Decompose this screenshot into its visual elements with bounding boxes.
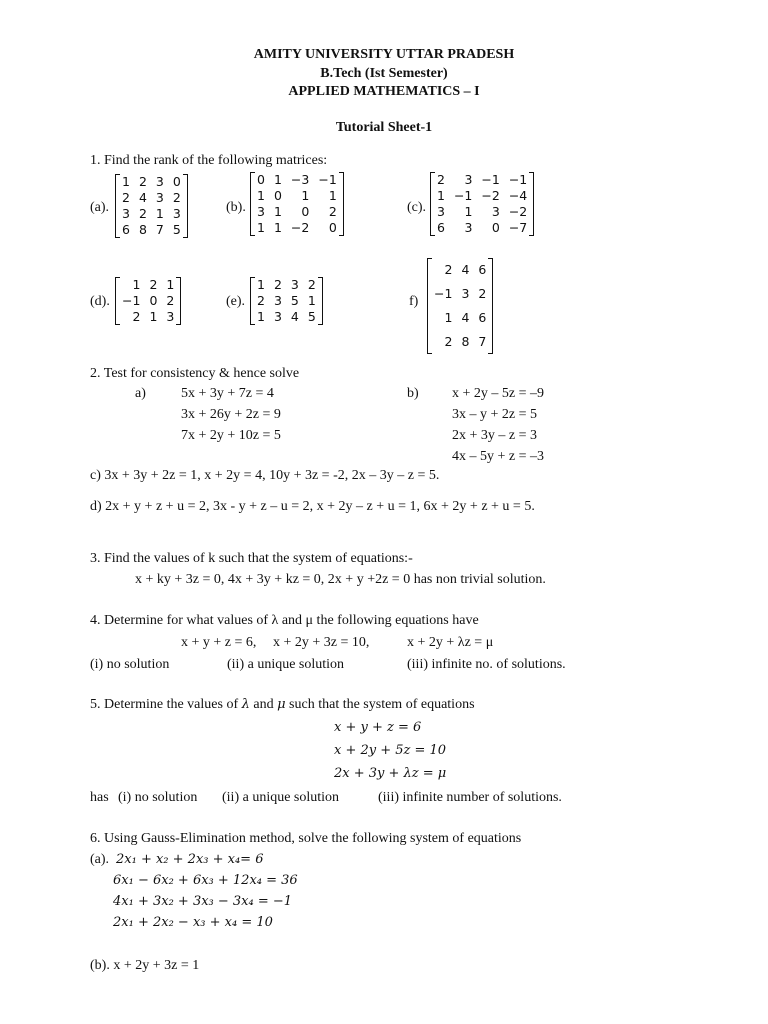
q5-eq-2: x + 2y + 5z = 10 [334,743,447,758]
matrix-right-bracket [529,172,534,236]
subject-title: APPLIED MATHEMATICS – I [288,84,480,99]
q2-a-eq-1: 5x + 3y + 7z = 4 [181,386,274,401]
matrix-cell: 1 [257,309,265,324]
matrix-cell: 7 [478,334,487,349]
matrix-cell: 6 [122,222,130,237]
matrix-d [115,277,181,325]
q1-label-e: (e). [226,294,246,309]
matrix-cell: 0 [149,293,158,308]
q2-c: c) 3x + 3y + 2z = 1, x + 2y = 4, 10y + 3z = -2, 2x – 3y – z = 5. [90,468,440,483]
matrix-cell: 1 [437,188,445,203]
matrix-cell: 3 [172,206,181,221]
q4-opt-3: (iii) infinite no. of solutions. [407,657,566,672]
matrix-cell: 2 [444,262,453,277]
matrix-grid [120,277,176,325]
matrix-grid [255,172,339,236]
q5-text-b: and [253,697,274,712]
matrix-cell: 1 [464,204,473,219]
q5-opt-1: (i) no solution [118,790,198,805]
matrix-cell: −2 [290,220,310,235]
matrix-cell: −3 [290,172,310,187]
matrix-cell: 3 [464,172,473,187]
matrix-cell: 2 [307,277,316,292]
q5-opt-3: (iii) infinite number of solutions. [378,790,562,805]
matrix-right-bracket [318,277,323,325]
q5-text-c: such that the system of equations [289,697,475,712]
matrix-cell: 1 [166,277,175,292]
q2-a-label: a) [135,386,146,401]
matrix-cell: 1 [307,293,316,308]
matrix-cell: 1 [122,174,130,189]
q6-a-eq-4: 2x₁ + 2x₂ − x₃ + x₄ = 10 [113,915,273,930]
matrix-cell: 0 [491,220,500,235]
matrix-cell: 8 [461,334,470,349]
matrix-cell: 3 [155,174,164,189]
matrix-cell: 3 [437,204,445,219]
matrix-cell: 1 [273,204,282,219]
matrix-cell: 5 [307,309,316,324]
q4-text: 4. Determine for what values of λ and μ the following equations have [90,613,479,628]
matrix-cell: 1 [257,220,265,235]
matrix-cell: −7 [508,220,528,235]
university-title: AMITY UNIVERSITY UTTAR PRADESH [253,47,515,62]
matrix-cell: 2 [166,293,175,308]
matrix-a [115,174,188,238]
q3-eq: x + ky + 3z = 0, 4x + 3y + kz = 0, 2x + y +2z = 0 has non trivial solution. [135,572,546,587]
q5-has: has [90,790,109,805]
q4-eq-1: x + y + z = 6, [181,635,257,650]
q1-label-b: (b). [226,200,246,215]
matrix-cell: 3 [290,277,299,292]
matrix-cell: −1 [434,286,453,301]
matrix-cell: 0 [257,172,265,187]
q4-eq-3: x + 2y + λz = μ [407,635,494,650]
q1-text: 1. Find the rank of the following matrices: [90,153,328,168]
matrix-cell: 2 [132,309,141,324]
matrix-cell: 8 [138,222,147,237]
matrix-right-bracket [176,277,181,325]
matrix-cell: 3 [257,204,265,219]
q2-a-eq-2: 3x + 26y + 2z = 9 [181,407,281,422]
q2-d: d) 2x + y + z + u = 2, 3x - y + z – u = 2, x + 2y – z + u = 1, 6x + 2y + z + u = 5. [90,499,535,514]
q1-label-f: f) [409,294,419,309]
matrix-cell: 2 [444,334,453,349]
matrix-cell: 1 [149,309,158,324]
q1-label-a: (a). [90,200,110,215]
matrix-cell: 3 [461,286,470,301]
matrix-cell: 6 [478,310,487,325]
q2-a-eq-3: 7x + 2y + 10z = 5 [181,428,281,443]
q1-label-c: (c). [407,200,427,215]
q6-a-label: (a). [90,852,110,867]
matrix-cell: 1 [132,277,141,292]
matrix-cell: 3 [464,220,473,235]
matrix-cell: 1 [257,277,265,292]
q4-opt-1: (i) no solution [90,657,170,672]
matrix-cell: −1 [318,172,337,187]
matrix-cell: −1 [508,172,528,187]
q5-opt-2: (ii) a unique solution [222,790,340,805]
matrix-cell: −2 [481,188,500,203]
matrix-cell: 6 [478,262,487,277]
matrix-cell: 2 [437,172,445,187]
matrix-cell: 4 [461,262,470,277]
q2-text: 2. Test for consistency & hence solve [90,366,300,381]
matrix-cell: 6 [437,220,445,235]
matrix-cell: 0 [172,174,181,189]
q6-b: (b). x + 2y + 3z = 1 [90,958,200,973]
matrix-right-bracket [183,174,188,238]
matrix-cell: 0 [328,220,337,235]
matrix-cell: 2 [138,174,147,189]
matrix-cell: 4 [138,190,147,205]
matrix-cell: −2 [508,204,528,219]
matrix-f [427,258,493,354]
matrix-cell: 3 [166,309,175,324]
matrix-right-bracket [488,258,493,354]
matrix-cell: 1 [444,310,453,325]
matrix-grid [120,174,183,238]
q4-eq-2: x + 2y + 3z = 10, [273,635,370,650]
matrix-c [430,172,534,236]
q5-lambda: λ [241,697,250,712]
matrix-cell: 0 [301,204,310,219]
matrix-cell: 4 [290,309,299,324]
matrix-cell: 2 [122,190,130,205]
matrix-cell: 1 [273,172,282,187]
q2-b-eq-4: 4x – 5y + z = –3 [452,449,545,464]
matrix-cell: 5 [290,293,299,308]
matrix-grid [432,258,488,354]
q6-a-eq-1: 2x₁ + x₂ + 2x₃ + x₄= 6 [116,852,264,867]
matrix-cell: 3 [491,204,500,219]
q2-b-eq-3: 2x + 3y – z = 3 [452,428,538,443]
matrix-cell: 1 [301,188,310,203]
matrix-cell: 2 [138,206,147,221]
course-title: B.Tech (Ist Semester) [320,66,448,81]
matrix-cell: 5 [172,222,181,237]
matrix-cell: 7 [155,222,164,237]
q6-text: 6. Using Gauss-Elimination method, solve the following system of equations [90,831,522,846]
matrix-grid [255,277,318,325]
matrix-cell: 1 [328,188,337,203]
matrix-cell: 3 [122,206,130,221]
q5-mu: μ [277,697,286,712]
sheet-title: Tutorial Sheet-1 [335,120,433,135]
matrix-e [250,277,323,325]
matrix-cell: −1 [481,172,500,187]
matrix-b [250,172,344,236]
matrix-cell: 3 [155,190,164,205]
q5-eq-1: x + y + z = 6 [334,720,422,735]
matrix-cell: −4 [508,188,528,203]
matrix-cell: 2 [478,286,487,301]
matrix-cell: 4 [461,310,470,325]
matrix-right-bracket [339,172,344,236]
matrix-cell: 2 [149,277,158,292]
matrix-grid [435,172,529,236]
q5-text [90,697,475,713]
q3-text: 3. Find the values of k such that the system of equations:- [90,551,413,566]
q2-b-eq-2: 3x – y + 2z = 5 [452,407,538,422]
matrix-cell: 1 [155,206,164,221]
matrix-cell: 2 [328,204,337,219]
matrix-cell: −1 [122,293,141,308]
q2-b-label: b) [407,386,419,401]
q2-b-eq-1: x + 2y – 5z = –9 [452,386,545,401]
matrix-cell: 1 [273,220,282,235]
matrix-cell: 1 [257,188,265,203]
q1-label-d: (d). [90,294,110,309]
matrix-cell: 3 [273,293,282,308]
matrix-cell: 2 [273,277,282,292]
matrix-cell: 2 [257,293,265,308]
q5-eq-3: 2x + 3y + λz = μ [334,766,447,781]
q4-opt-2: (ii) a unique solution [227,657,345,672]
matrix-cell: 0 [273,188,282,203]
matrix-cell: −1 [453,188,473,203]
q6-a-eq-3: 4x₁ + 3x₂ + 3x₃ − 3x₄ = −1 [113,894,293,909]
q5-text-a: 5. Determine the values of [90,697,239,712]
matrix-cell: 3 [273,309,282,324]
q6-a-eq-2: 6x₁ − 6x₂ + 6x₃ + 12x₄ = 36 [113,873,298,888]
matrix-cell: 2 [172,190,181,205]
